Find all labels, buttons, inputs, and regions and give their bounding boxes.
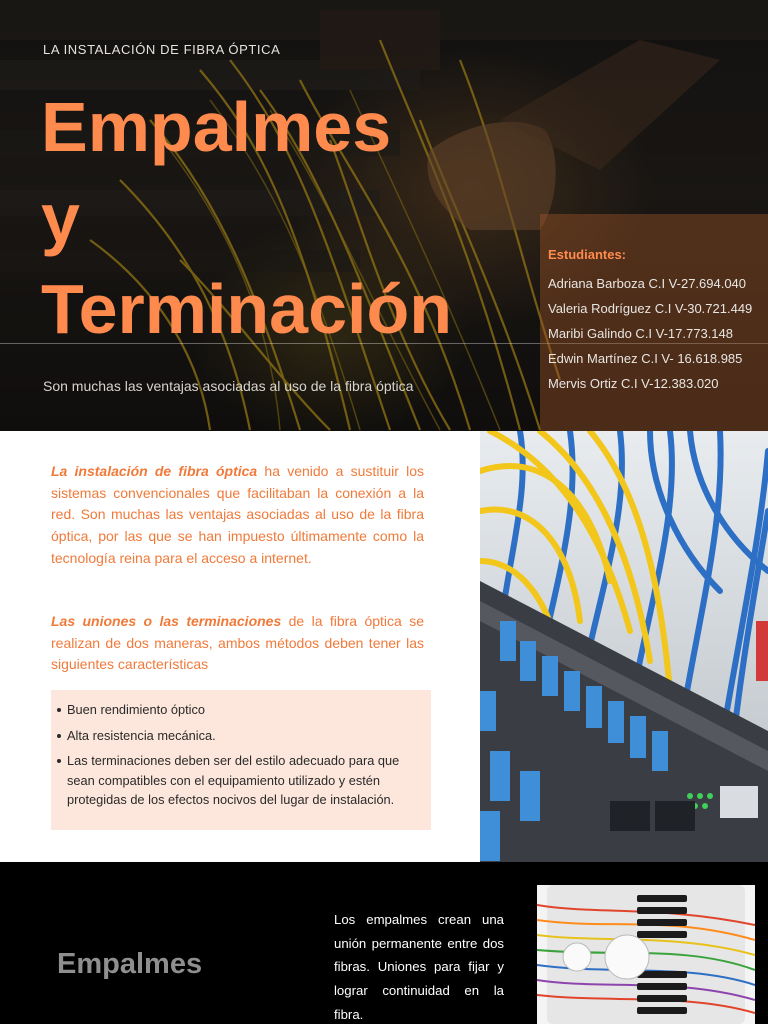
- student-item: Adriana Barboza C.I V-27.694.040: [548, 276, 747, 291]
- intro-paragraph-1: [51, 461, 424, 570]
- intro-text-2: de la fibra óptica se realizan de dos maneras, ambos métodos deben tener las siguientes características: [51, 613, 424, 673]
- splices-heading: Empalmes: [57, 948, 203, 980]
- eyebrow-text: LA INSTALACIÓN DE FIBRA ÓPTICA: [43, 42, 281, 57]
- students-heading: Estudiantes:: [548, 247, 627, 262]
- intro-section: [0, 431, 768, 862]
- intro-paragraph-2: [51, 611, 424, 676]
- splices-description: Los empalmes crean una unión permanente entre dos fibras. Uniones para fijar y lograr continuidad en la fibra.: [334, 912, 504, 1022]
- features-list: [55, 700, 423, 810]
- title-line-2: y: [41, 179, 80, 257]
- title-line-3: Terminación: [41, 270, 453, 348]
- splices-section: [0, 862, 768, 1024]
- title-line-1: Empalmes: [41, 88, 392, 166]
- features-box: [51, 690, 431, 830]
- student-item: Valeria Rodríguez C.I V-30.721.449: [548, 301, 753, 316]
- hero-subtitle: Son muchas las ventajas asociadas al uso de la fibra óptica: [43, 378, 414, 394]
- intro-text-1: ha venido a sustituir los sistemas convencionales que facilitaban la conexión a la red. Son muchas las ventajas asociadas al uso de la fibra óptica, por las que se han impuesto últimamente como la tecnología reina para el acceso a internet.: [51, 463, 424, 566]
- student-item: Edwin Martínez C.I V- 16.618.985: [548, 351, 743, 366]
- page-title: [41, 82, 561, 355]
- splice-tray-photo: [537, 885, 755, 1024]
- feature-item: Las terminaciones deben ser del estilo adecuado para que sean compatibles con el equipamiento utilizado y estén protegidas de los efectos nocivos del lugar de instalación.: [55, 751, 423, 810]
- fiber-patch-panel-photo: [480, 431, 768, 862]
- feature-item: Alta resistencia mecánica.: [55, 726, 423, 746]
- hero-section: [0, 0, 768, 431]
- intro-emphasis-2: Las uniones o las terminaciones: [51, 613, 282, 629]
- student-item: Maribi Galindo C.I V-17.773.148: [548, 326, 733, 341]
- feature-item: Buen rendimiento óptico: [55, 700, 423, 720]
- student-item: Mervis Ortiz C.I V-12.383.020: [548, 376, 719, 391]
- students-panel: [540, 214, 768, 431]
- intro-emphasis-1: La instalación de fibra óptica: [51, 463, 258, 479]
